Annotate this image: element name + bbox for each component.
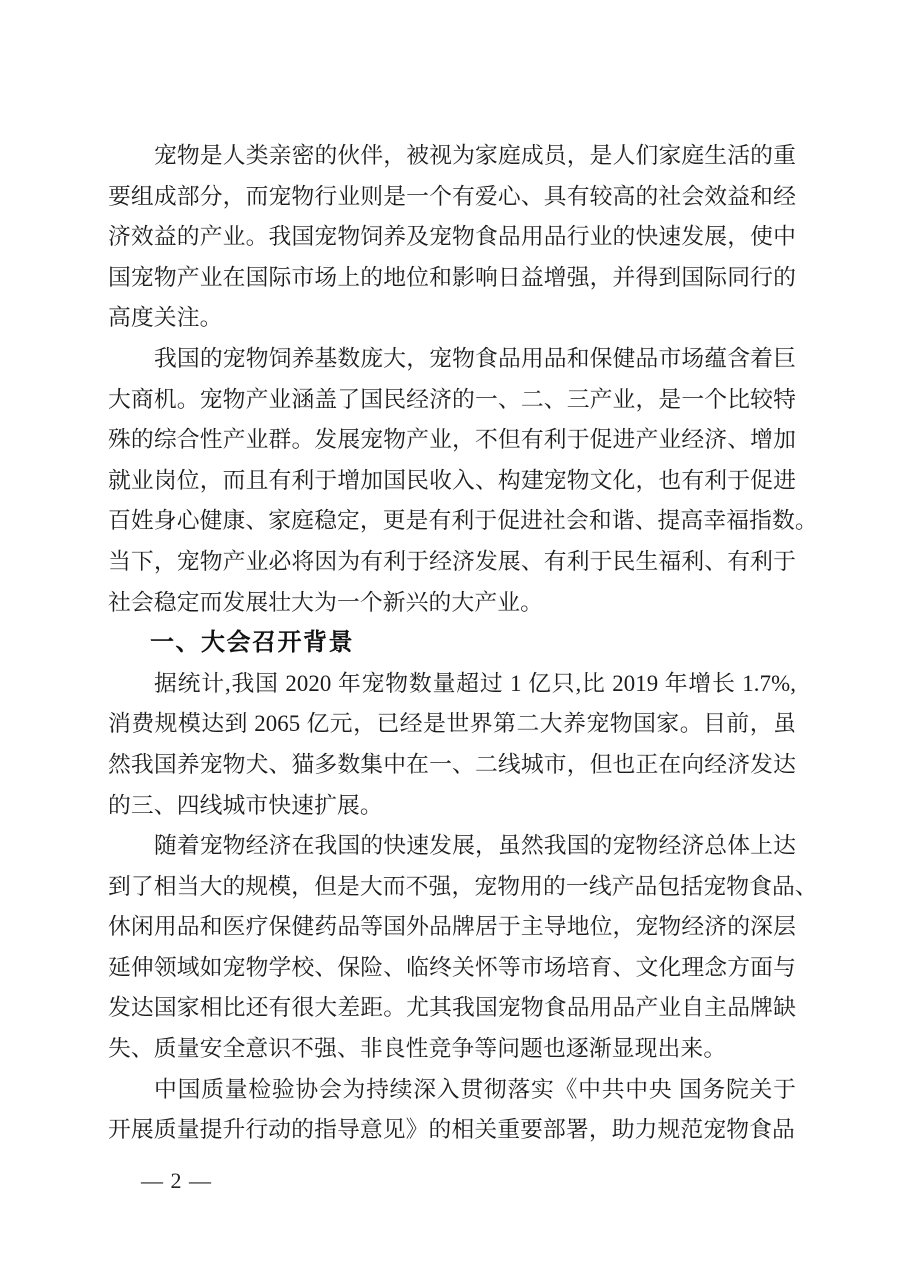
text-line: 消费规模达到 2065 亿元，已经是世界第二大养宠物国家。目前，虽 [108,711,796,737]
text-line: 当下，宠物产业必将因为有利于经济发展、有利于民生福利、有利于 [108,548,796,574]
text-line: 百姓身心健康、家庭稳定，更是有利于促进社会和谐、提高幸福指数。 [108,508,818,534]
heading-text: 一、大会召开背景 [150,629,354,657]
text-line: 到了相当大的规模，但是大而不强，宠物用的一线产品包括宠物食品、 [108,873,818,899]
text-line: 济效益的产业。我国宠物饲养及宠物食品用品行业的快速发展，使中 [108,224,796,250]
text-line: 殊的综合性产业群。发展宠物产业，不但有利于促进产业经济、增加 [108,427,796,453]
text-line: 中国质量检验协会为持续深入贯彻落实《中共中央 国务院关于 [154,1076,796,1102]
paragraph [108,1070,796,1151]
text-line: 发达国家相比还有很大差距。尤其我国宠物食品用品产业自主品牌缺 [108,995,796,1021]
text-line: 随着宠物经济在我国的快速发展，虽然我国的宠物经济总体上达 [154,833,796,859]
text-line: 大商机。宠物产业涵盖了国民经济的一、二、三产业，是一个比较特 [108,386,796,412]
text-line: 高度关注。 [108,305,223,331]
text-line: 开展质量提升行动的指导意见》的相关重要部署，助力规范宠物食品 [108,1117,795,1143]
paragraph [108,339,818,623]
text-line: 失、质量安全意识不强、非良性竞争等问题也逐渐显现出来。 [108,1036,727,1062]
paragraph [108,664,796,826]
section-heading [108,623,796,664]
text-line: 要组成部分，而宠物行业则是一个有爱心、具有较高的社会效益和经 [108,183,796,209]
text-line: 国宠物产业在国际市场上的地位和影响日益增强，并得到国际同行的 [108,264,796,290]
text-line: 休闲用品和医疗保健药品等国外品牌居于主导地位，宠物经济的深层 [108,914,796,940]
text-line: 的三、四线城市快速扩展。 [108,792,383,818]
page-number: — 2 — [141,1168,212,1193]
text-line: 社会稳定而发展壮大为一个新兴的大产业。 [108,589,544,615]
paragraph [108,136,796,339]
text-line: 然我国养宠物犬、猫多数集中在一、二线城市，但也正在向经济发达 [108,751,796,777]
text-line: 延伸领域如宠物学校、保险、临终关怀等市场培育、文化理念方面与 [108,954,796,980]
paragraph [108,826,818,1070]
text-line: 宠物是人类亲密的伙伴，被视为家庭成员，是人们家庭生活的重 [154,143,796,168]
document-body [108,136,818,1151]
text-line: 据统计,我国 2020 年宠物数量超过 1 亿只,比 2019 年增长 1.7%, [154,670,796,696]
text-line: 就业岗位，而且有利于增加国民收入、构建宠物文化，也有利于促进 [108,467,796,493]
text-line: 我国的宠物饲养基数庞大，宠物食品用品和保健品市场蕴含着巨 [154,345,796,371]
